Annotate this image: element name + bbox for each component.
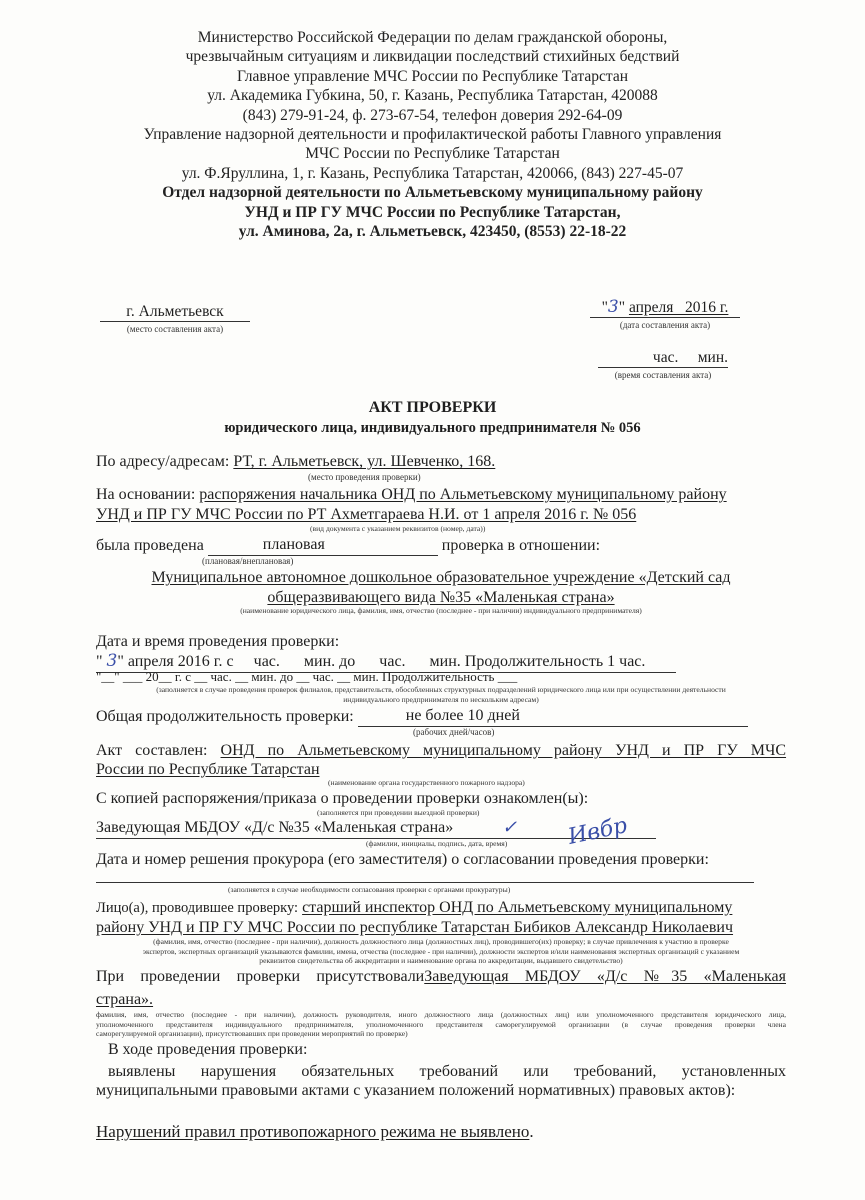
inspection-type-value: плановая [262,536,325,553]
present-caption: фамилия, имя, отчество (последнее - при наличии), должность руководителя, иного должностного лица (должностных лиц) или уполномоченного представителя юридического лица, уполномоченного представителя индивидуального предпринимателя, уполномоченного представителя саморегулируемой организации (в случае проведения проверки члена саморегулируемой организации), присутствовавших при проведении мероприятий по проверке) [96,1010,786,1038]
inspection-type-caption: (плановая/внеплановая) [202,556,294,566]
present-value-1: Заведующая МБДОУ «Д/с №35 «Маленькая [424,968,787,985]
duration-field [358,709,748,727]
basis-value-1: распоряжения начальника ОНД по Альметьевскому муниципальному району [199,486,727,503]
inspector-row [96,898,786,918]
entity-name-line1: Муниципальное автономное дошкольное образовательное учреждение «Детский сад [151,569,731,586]
letterhead-line: (843) 279-91-24, ф. 273-67-54, телефон доверия 292-64-09 [242,106,623,124]
inspector-label: Лицо(а), проводившее проверку: [96,900,299,916]
date-caption: (дата составления акта) [619,320,711,330]
prosecutor-caption: (заполняется в случае необходимости согласования проверки с органами прокуратуры) [228,885,511,894]
acquainted-value: Заведующая МБДОУ «Д/с №35 «Маленькая страна» [96,819,454,836]
inspection-type-row [96,536,786,556]
entity-name-line2: общеразвивающего вида №35 «Маленькая страна» [267,589,615,606]
act-subtitle: юридического лица, индивидуального предпринимателя № 056 [224,420,641,436]
checkmark-icon: ✓ [502,817,518,838]
letterhead-line: ул. Ф.Яруллина, 1, г. Казань, Республика Татарстан, 420066, (843) 227-45-07 [181,164,684,182]
act-title-block [0,398,865,438]
inspection-type-prefix: была проведена [96,537,204,554]
prosecutor-field [96,882,754,883]
address-label: По адресу/адресам: [96,453,230,470]
datetime-caption: (заполняется в случае проведения проверок филиалов, представительств, обособленных структурных подразделений юридического лица или при осуществлении деятельности индивидуального предпринимателя по нескольким адресам) [156,685,726,704]
place-caption: (место составления акта) [126,324,224,334]
inspector-row-2 [96,918,786,938]
acquainted-caption: (фамилии, инициалы, подпись, дата, время) [366,839,508,848]
date-block [590,298,740,331]
place-value: г. Альметьевск [100,302,250,322]
inspector-value-1: старший инспектор ОНД по Альметьевскому муниципальному [302,899,733,916]
findings-result-row: Нарушений правил противопожарного режима не выявлено. [96,1122,534,1141]
inspection-type-field [208,538,438,556]
basis-caption: (вид документа с указанием реквизитов (номер, дата)) [310,524,486,533]
inspector-caption: (фамилия, имя, отчество (последнее - при наличии), должность должностного лица (должностных лиц), проводившего(их) проверку; в случае привлечения к участию в проверке экспертов, экспертных организаций указываются фамилии, имена, отчества (последнее - при наличии), должности экспертов и/или наименования экспертных организаций с указанием реквизитов свидетельства об аккредитации и наименование органа по аккредитации, выдавшего свидетельство) [142,937,740,965]
datetime-label: Дата и время проведения проверки: [96,633,340,650]
letterhead-line: чрезвычайным ситуациям и ликвидации последствий стихийных бедствий [185,48,680,66]
time-block [598,348,728,381]
basis-row [96,485,786,505]
letterhead-line: Управление надзорной деятельности и профилактической работы Главного управления [143,126,722,144]
entity-block [96,568,786,608]
findings-line2: муниципальными правовыми актами с указанием положений нормативных) правовых актов): [96,1082,736,1099]
place-block [100,302,250,335]
letterhead-line: МЧС России по Республике Татарстан [305,145,560,163]
basis-value-2: УНД и ПР ГУ МЧС России по РТ Ахметгараева Н.И. от 1 апреля 2016 г. № 056 [96,506,637,523]
present-label: При проведении проверки присутствовали [96,968,425,985]
handwritten-day-2: 3 [106,651,118,671]
composed-by-value-2: России по Республике Татарстан [96,761,320,778]
acquainted-label: С копией распоряжения/приказа о проведении проверки ознакомлен(ы): [96,790,589,807]
composed-by-row-2 [96,760,786,780]
present-value-2: страна». [96,991,154,1008]
datetime-row1: " 3" апреля 2016 г. с час. мин. до час. мин. Продолжительность 1 час. [96,651,786,673]
date-value: "3" апреля 2016 г. [590,298,740,318]
duration-row [96,707,786,727]
inspector-value-2: району УНД и ПР ГУ МЧС России по республике Татарстан Бибиков Александр Николаевич [96,919,734,936]
findings-line1: выявлены нарушения обязательных требований или требований, установленных [108,1063,786,1080]
letterhead-bold-line: Отдел надзорной деятельности по Альметьевскому муниципальному району [162,184,703,202]
entity-caption: (наименование юридического лица, фамилия, имя, отчество (последнее - при наличии) индивидуального предпринимателя) [240,606,642,615]
signature: Ивбр [565,813,630,850]
letterhead-bold-line: ул. Аминова, 2а, г. Альметьевск, 423450, (8553) 22-18-22 [238,223,627,241]
present-row-2 [96,990,786,1010]
duration-value: не более 10 дней [405,707,520,724]
findings-heading: В ходе проведения проверки: [108,1041,308,1058]
letterhead-bold-line: УНД и ПР ГУ МЧС России по Республике Татарстан, [244,203,621,221]
address-caption: (место проведения проверки) [308,472,421,482]
address-value: РТ, г. Альметьевск, ул. Шевченко, 168. [233,453,496,470]
letterhead-line: ул. Академика Губкина, 50, г. Казань, Республика Татарстан, 420088 [207,87,658,105]
composed-by-value-1: ОНД по Альметьевскому муниципальному району УНД и ПР ГУ МЧС [220,742,787,759]
letterhead-line: Главное управление МЧС России по Республике Татарстан [236,67,629,85]
basis-label: На основании: [96,486,196,503]
time-value: час. мин. [598,348,728,368]
prosecutor-label: Дата и номер решения прокурора (его заместителя) о согласовании проведения проверки: [96,851,709,868]
duration-label: Общая продолжительность проверки: [96,708,354,725]
composed-by-row [96,741,786,761]
findings-result: Нарушений правил противопожарного режима не выявлено [96,1122,530,1141]
time-caption: (время составления акта) [614,370,712,380]
inspection-type-suffix: проверка в отношении: [441,537,601,554]
handwritten-day: 3 [607,297,619,317]
letterhead-line: Министерство Российской Федерации по делам гражданской обороны, [197,29,668,46]
present-row [96,967,786,987]
letterhead [0,28,865,241]
address-row [96,452,786,472]
composed-by-caption: (наименование органа государственного пожарного надзора) [328,778,525,787]
duration-caption: (рабочих дней/часов) [413,727,495,737]
basis-row-2 [96,505,786,525]
acquainted-label-caption: (заполняется при проведении выездной проверки) [317,808,480,817]
composed-by-label: Акт составлен: [96,742,208,759]
act-title: АКТ ПРОВЕРКИ [368,399,497,416]
datetime-row2: "__" ___ 20__ г. с __ час. __ мин. до __ час. __ мин. Продолжительность ___ [96,669,518,684]
